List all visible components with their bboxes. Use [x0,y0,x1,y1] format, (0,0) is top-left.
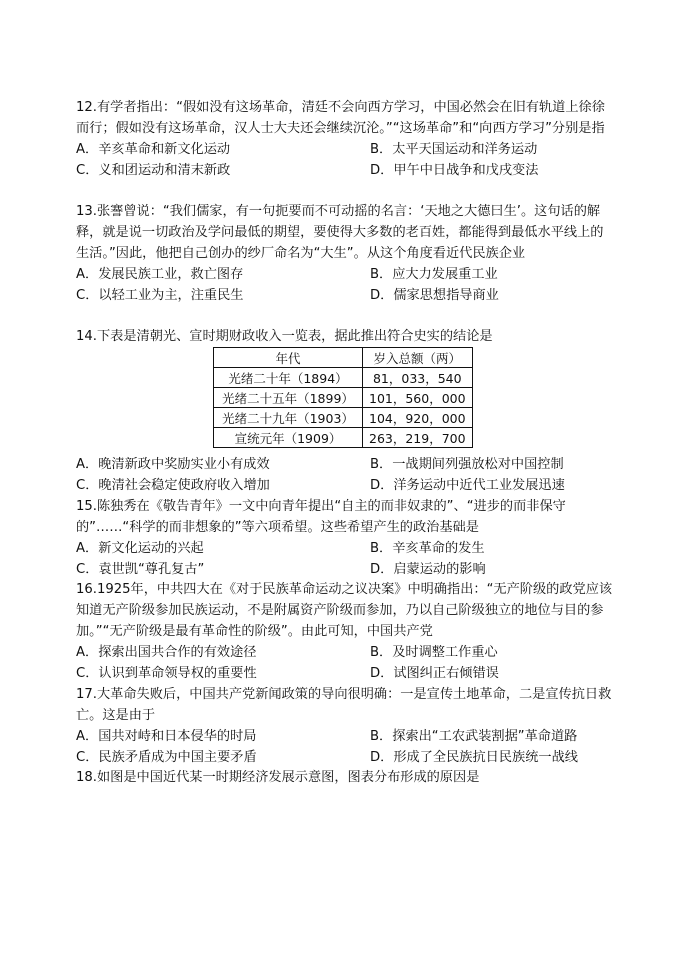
question-16 [76,579,616,684]
question-17 [76,684,616,768]
option-row [76,454,616,475]
option-row [76,726,616,747]
option-c[interactable]: C．晚清社会稳定使政府收入增加 [76,478,270,493]
question-12 [76,97,616,181]
question-stem: 14.下表是清朝光、宣时期财政收入一览表，据此推出符合史实的结论是 [76,329,493,344]
table-header-cell: 岁入总额（两） [363,348,473,368]
table-cell-amount: 263，219，700 [363,428,473,448]
option-b[interactable]: B．辛亥革命的发生 [370,541,485,556]
table-row [214,388,473,408]
table-cell-year: 光绪二十年（1894） [214,368,363,388]
option-b[interactable]: B．太平天国运动和洋务运动 [370,142,538,157]
option-row [76,663,616,684]
option-b[interactable]: B．应大力发展重工业 [370,267,498,282]
table-cell-year: 光绪二十五年（1899） [214,388,363,408]
option-row [76,475,616,496]
option-b[interactable]: B．探索出“工农武装割据”革命道路 [370,729,578,744]
question-stem: 17.大革命失败后，中国共产党新闻政策的导向很明确：一是宣传土地革命，二是宣传抗日救亡。这是由于 [76,687,612,723]
option-d[interactable]: D．形成了全民族抗日民族统一战线 [370,750,578,765]
option-c[interactable]: C．义和团运动和清末新政 [76,163,231,178]
table-cell-amount: 101，560，000 [363,388,473,408]
option-a[interactable]: A．辛亥革命和新文化运动 [76,142,231,157]
table-cell-amount: 104，920，000 [363,408,473,428]
option-row [76,264,616,285]
option-a[interactable]: A．国共对峙和日本侵华的时局 [76,729,257,744]
option-d[interactable]: D．甲午中日战争和戊戌变法 [370,163,539,178]
option-b[interactable]: B．一战期间列强放松对中国控制 [370,457,564,472]
table-row [214,368,473,388]
revenue-table [213,347,473,448]
question-stem: 18.如图是中国近代某一时期经济发展示意图，图表分布形成的原因是 [76,770,480,785]
option-b[interactable]: B．及时调整工作重心 [370,645,498,660]
table-cell-year: 宣统元年（1909） [214,428,363,448]
option-a[interactable]: A．发展民族工业，救亡图存 [76,267,244,282]
option-row [76,747,616,768]
option-c[interactable]: C．以轻工业为主，注重民生 [76,288,244,303]
option-row [76,160,616,181]
table-row [214,408,473,428]
question-14 [76,326,616,347]
option-a[interactable]: A．晚清新政中奖励实业小有成效 [76,457,270,472]
table-cell-amount: 81，033，540 [363,368,473,388]
option-d[interactable]: D．洋务运动中近代工业发展迅速 [370,478,565,493]
table-header-row [214,348,473,368]
option-d[interactable]: D．启蒙运动的影响 [370,562,486,577]
question-15 [76,496,616,580]
table-cell-year: 光绪二十九年（1903） [214,408,363,428]
table-row [214,428,473,448]
question-14-options [76,454,616,496]
option-c[interactable]: C．认识到革命领导权的重要性 [76,666,257,681]
option-a[interactable]: A．探索出国共合作的有效途径 [76,645,257,660]
option-d[interactable]: D．试图纠正右倾错误 [370,666,499,681]
question-stem: 13.张謇曾说：“我们儒家，有一句扼要而不可动摇的名言：‘天地之大德曰生’。这句话的解释，就是说一切政治及学问最低的期望，要使得大多数的老百姓，都能得到最低水平线上的生活。”因此，他把自己创办的纱厂命名为“大生”。从这个角度看近代民族企业 [76,204,604,261]
question-stem: 12.有学者指出：“假如没有这场革命，清廷不会向西方学习，中国必然会在旧有轨道上徐徐而行；假如没有这场革命，汉人士大夫还会继续沉沦。”“这场革命”和“向西方学习”分别是指 [76,100,605,136]
option-row [76,642,616,663]
option-a[interactable]: A．新文化运动的兴起 [76,541,204,556]
option-row [76,538,616,559]
table-header-cell: 年代 [214,348,363,368]
option-row [76,285,616,306]
option-d[interactable]: D．儒家思想指导商业 [370,288,499,303]
option-row [76,139,616,160]
question-stem: 15.陈独秀在《敬告青年》一文中向青年提出“自主的而非奴隶的”、“进步的而非保守的”……“科学的而非想象的”等六项希望。这些希望产生的政治基础是 [76,499,566,535]
option-c[interactable]: C．袁世凯“尊孔复古” [76,562,205,577]
option-c[interactable]: C．民族矛盾成为中国主要矛盾 [76,750,257,765]
question-13 [76,201,616,306]
option-row [76,559,616,580]
question-18 [76,767,616,788]
question-stem: 16.1925年，中共四大在《对于民族革命运动之议决案》中明确指出：“无产阶级的政党应该知道无产阶级参加民族运动，不是附属资产阶级而参加，乃以自己阶级独立的地位与目的参加。”“无产阶级是最有革命性的阶级”。由此可知，中国共产党 [76,582,613,639]
